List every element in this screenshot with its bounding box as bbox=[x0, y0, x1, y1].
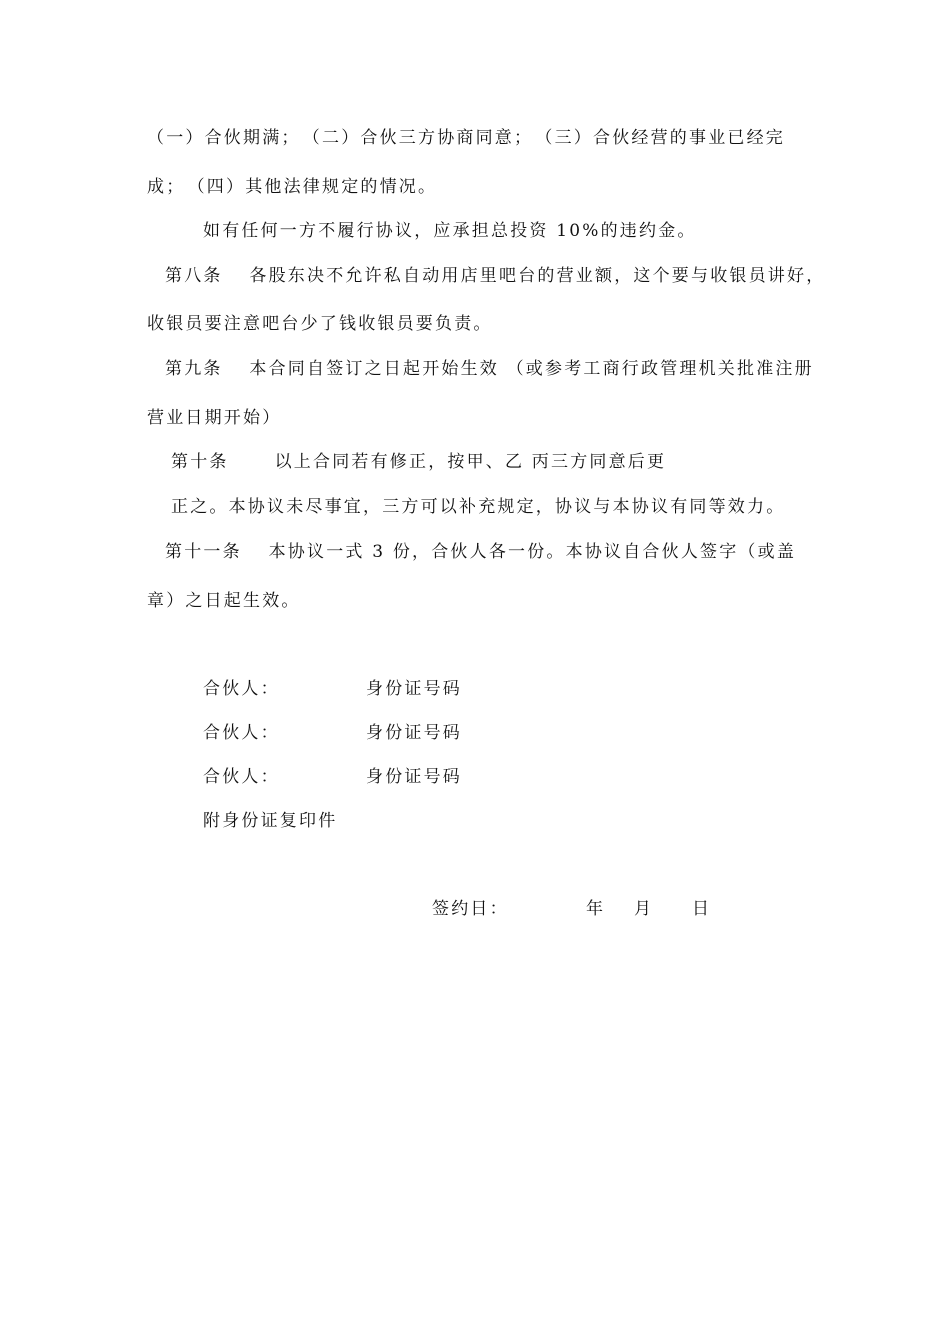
text-line-5: 收银员要注意吧台少了钱收银员要负责。 bbox=[147, 314, 493, 334]
text-line-article-11: 第十一条 本协议一式 3 份，合伙人各一份。本协议自合伙人签字（或盖 bbox=[165, 542, 797, 562]
text-line-11: 章）之日起生效。 bbox=[147, 591, 301, 611]
partner-label: 合伙人： bbox=[203, 723, 280, 743]
text-line-1: （一）合伙期满； （二）合伙三方协商同意； （三）合伙经营的事业已经完 bbox=[147, 128, 785, 148]
attachment-note: 附身份证复印件 bbox=[203, 811, 338, 831]
text-line-9: 正之。本协议未尽事宜，三方可以补充规定，协议与本协议有同等效力。 bbox=[171, 497, 786, 517]
sign-date-label: 签约日： bbox=[432, 899, 509, 919]
text-line-2: 成； （四）其他法律规定的情况。 bbox=[147, 177, 438, 197]
text-line-article-10: 第十条 以上合同若有修正，按甲、乙 丙三方同意后更 bbox=[171, 452, 667, 472]
year-label: 年 bbox=[586, 899, 606, 919]
text-line-3: 如有任何一方不履行协议，应承担总投资 10%的违约金。 bbox=[203, 221, 697, 241]
text-line-article-8: 第八条 各股东决不允许私自动用店里吧台的营业额，这个要与收银员讲好， bbox=[165, 266, 826, 286]
text-line-7: 营业日期开始） bbox=[147, 408, 282, 428]
partner-label: 合伙人： bbox=[203, 767, 280, 787]
id-number-label: 身份证号码 bbox=[366, 723, 462, 743]
text-line-article-9: 第九条 本合同自签订之日起开始生效 （或参考工商行政管理机关批准注册 bbox=[165, 359, 814, 379]
id-number-label: 身份证号码 bbox=[366, 767, 462, 787]
month-label: 月 bbox=[634, 899, 654, 919]
id-number-label: 身份证号码 bbox=[366, 679, 462, 699]
day-label: 日 bbox=[692, 899, 712, 919]
partner-label: 合伙人： bbox=[203, 679, 280, 699]
